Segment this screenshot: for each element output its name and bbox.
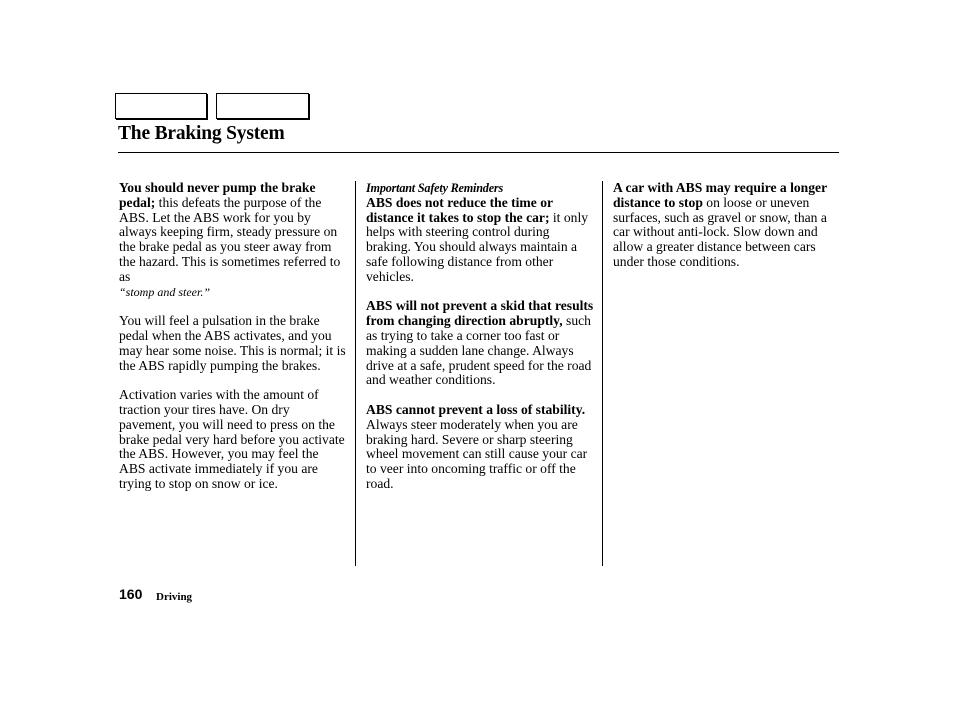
column-divider-1	[355, 181, 356, 566]
title-rule	[118, 152, 839, 153]
bold-lead: A car with ABS may require a longer distance to stop	[613, 180, 827, 210]
section-name: Driving	[156, 591, 193, 603]
body-text: this defeats the purpose of the ABS. Let the ABS work for you by always keeping firm, steady pressure on the brake pedal as you steer away from the hazard. This is sometimes referred to as	[119, 194, 341, 284]
paragraph-pump-brake	[119, 181, 347, 299]
column-1	[119, 181, 347, 507]
body-text: it only helps with steering control during braking. You should always maintain a safe following distance from other vehicles.	[366, 209, 589, 284]
column-2	[366, 181, 594, 507]
safety-reminders-heading: Important Safety Reminders	[366, 181, 503, 195]
paragraph-longer-distance	[613, 181, 839, 270]
nav-button-2[interactable]	[216, 93, 309, 119]
body-text: such as trying to take a corner too fast or making a sudden lane change. Always drive at a safe, prudent speed for the road and weather conditions.	[366, 313, 592, 388]
column-divider-2	[602, 181, 603, 566]
paragraph-abs-stability	[366, 403, 594, 492]
bold-lead: You should never pump the brake pedal;	[119, 180, 316, 210]
page-number: 160	[119, 586, 143, 602]
bold-lead: ABS will not prevent a skid that results from changing direction abruptly,	[366, 298, 594, 329]
paragraph-abs-skid	[366, 299, 594, 388]
body-text: Always steer moderately when you are braking hard. Severe or sharp steering wheel movement can still cause your car to veer into oncoming traffic or off the road.	[366, 416, 588, 491]
bold-lead: ABS does not reduce the time or distance it takes to stop the car;	[366, 194, 553, 225]
bold-lead: ABS cannot prevent a loss of stability.	[366, 401, 586, 417]
column-3	[613, 181, 839, 285]
nav-button-1[interactable]	[115, 93, 207, 119]
body-text: on loose or uneven surfaces, such as gravel or snow, than a car without anti-lock. Slow down and allow a greater distance between cars under those conditions.	[613, 194, 827, 269]
paragraph-abs-stop-distance	[366, 196, 594, 285]
paragraph-activation: Activation varies with the amount of traction your tires have. On dry pavement, you will need to press on the brake pedal very hard before you activate the ABS. However, you may feel the ABS activate immediately if you are trying to stop on snow or ice.	[119, 387, 345, 491]
page-title: The Braking System	[118, 123, 285, 144]
stomp-and-steer-quote: “stomp and steer.”	[119, 284, 211, 299]
paragraph-pulsation: You will feel a pulsation in the brake pedal when the ABS activates, and you may hear some noise. This is normal; it is the ABS rapidly pumping the brakes.	[119, 313, 346, 373]
